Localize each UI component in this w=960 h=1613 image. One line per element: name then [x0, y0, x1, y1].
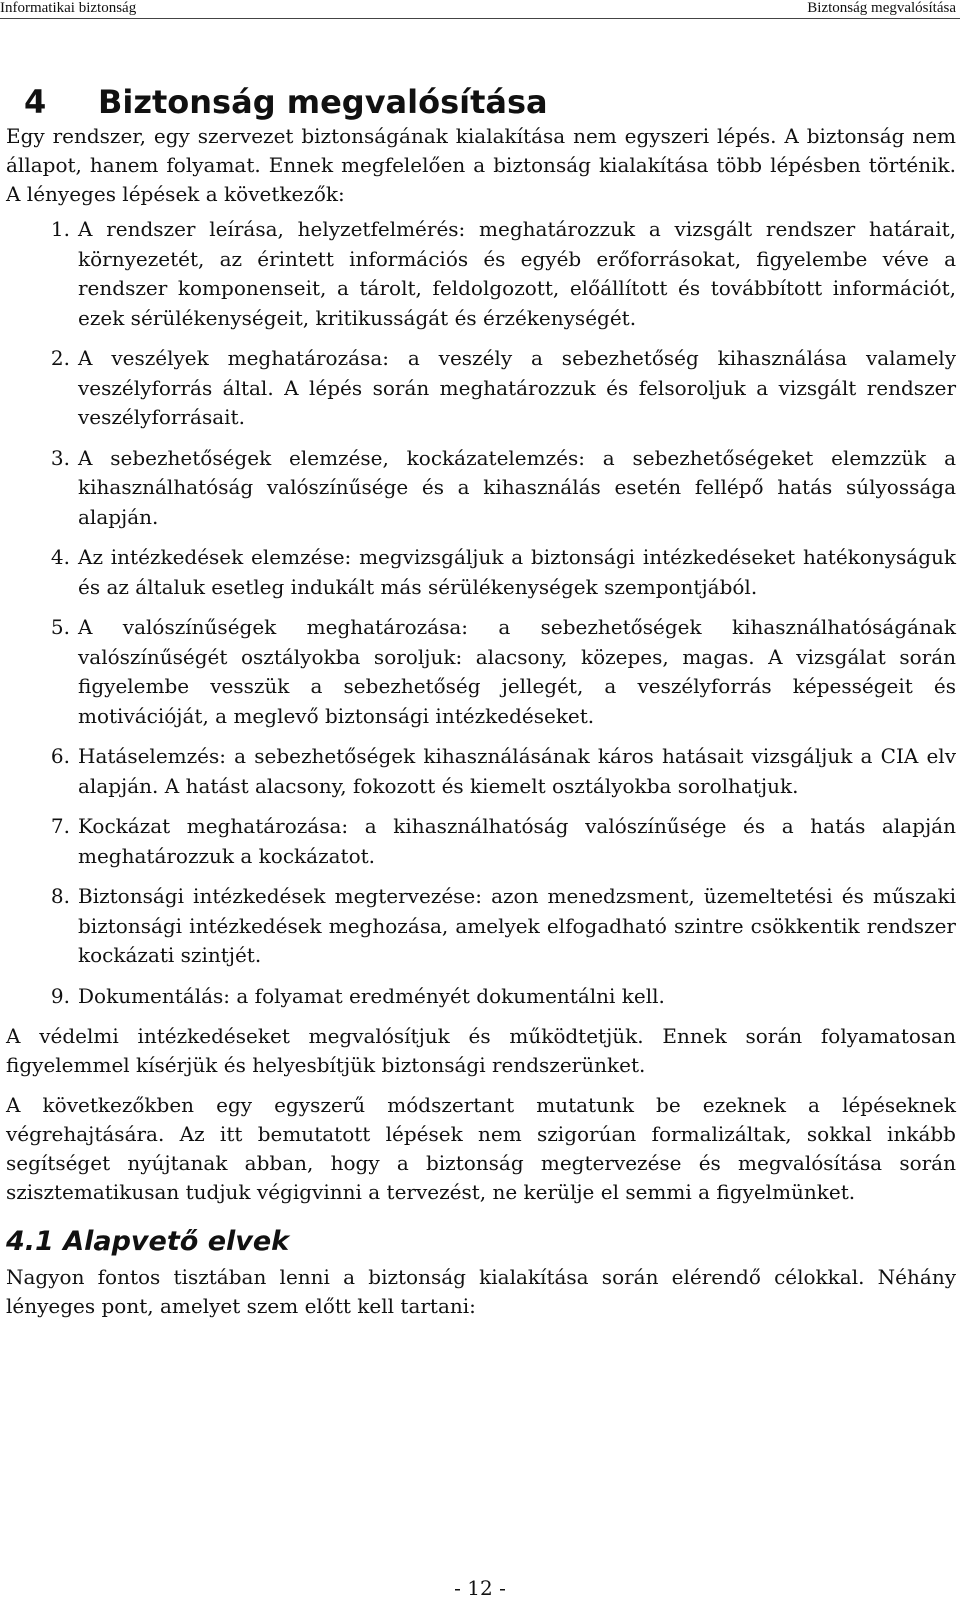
paragraph-protective-measures: A védelmi intézkedéseket megvalósítjuk és működtetjük. Ennek során folyamatosan figyelemmel kísérjük és helyesbítjük biztonsági rendszerünket.: [6, 1024, 956, 1077]
subsection-heading: 4.1 Alapvető elvek: [6, 1226, 290, 1257]
list-item-number: 4.: [50, 545, 70, 569]
subsection-paragraph: Nagyon fontos tisztában lenni a biztonság kialakítása során elérendő célokkal. Néhány lényeges pont, amelyet szem előtt kell tartani:: [6, 1265, 956, 1318]
list-item: [6, 812, 956, 871]
list-item: [6, 215, 956, 333]
page-content: [6, 82, 956, 1321]
section-heading: [6, 82, 956, 122]
list-item: [6, 613, 956, 731]
list-item-number: 8.: [50, 884, 70, 908]
intro-paragraph: Egy rendszer, egy szervezet biztonságának kialakítása nem egyszeri lépés. A biztonság nem állapot, hanem folyamat. Ennek megfelelően a biztonság kialakítása több lépésben történik. A lényeges lépések a következők:: [6, 124, 956, 206]
list-item-text: Dokumentálás: a folyamat eredményét dokumentálni kell.: [78, 983, 665, 1008]
list-item: [6, 344, 956, 433]
list-item-number: 5.: [50, 615, 70, 639]
list-item: [6, 742, 956, 801]
list-item-text: Hatáselemzés: a sebezhetőségek kihasználásának káros hatásait vizsgáljuk a CIA elv alapján. A hatást alacsony, fokozott és kiemelt osztályokba sorolhatjuk.: [78, 744, 956, 798]
list-item-number: 2.: [50, 346, 70, 370]
list-item-text: Kockázat meghatározása: a kihasználhatóság valószínűsége és a hatás alapján meghatározzuk a kockázatot.: [78, 814, 956, 868]
list-item: [6, 882, 956, 971]
list-item-number: 6.: [50, 744, 70, 768]
list-item-number: 7.: [50, 814, 70, 838]
list-item: [6, 982, 956, 1012]
header-document-title: Informatikai biztonság: [0, 0, 137, 16]
paragraph-methodology: A következőkben egy egyszerű módszertant mutatunk be ezeknek a lépéseknek végrehajtására. Az itt bemutatott lépések nem szigorúan formalizáltak, sokkal inkább segítséget nyújtanak abban, hogy a biztonság megtervezése és megvalósítása során szisztematikusan tudjuk végigvinni a tervezést, ne kerülje el semmi a figyelmünket.: [6, 1093, 956, 1204]
section-title: Biztonság megvalósítása: [98, 83, 548, 121]
list-item: [6, 543, 956, 602]
header-chapter-title: Biztonság megvalósítása: [807, 0, 956, 16]
list-item-text: A veszélyek meghatározása: a veszély a sebezhetőség kihasználása valamely veszélyforrás által. A lépés során meghatározzuk és felsoroljuk a vizsgált rendszer veszélyforrásait.: [78, 346, 956, 429]
list-item-text: A rendszer leírása, helyzetfelmérés: meghatározzuk a vizsgált rendszer határait, környezetét, az érintett információs és egyéb erőforrásokat, figyelembe véve a rendszer komponenseit, a tárolt, feldolgozott, előállított és továbbított információt, ezek sérülékenységeit, kritikusságát és érzékenységét.: [78, 217, 956, 330]
list-item-text: A sebezhetőségek elemzése, kockázatelemzés: a sebezhetőségeket elemzzük a kihasználhatóság valószínűsége és a kihasználás esetén fellépő hatás súlyossága alapján.: [78, 445, 956, 529]
page-header: [0, 0, 960, 19]
closing-paragraphs: [6, 1022, 956, 1207]
list-item: [6, 444, 956, 533]
steps-list: [6, 215, 956, 1011]
list-item-text: A valószínűségek meghatározása: a sebezhetőségek kihasználhatóságának valószínűségét osztályokba soroljuk: alacsony, közepes, magas. A vizsgálat során figyelembe vesszük a sebezhetőség jellegét, a veszélyforrás képességeit és motivációját, a meglevő biztonsági intézkedéseket.: [78, 615, 956, 728]
list-item-text: Biztonsági intézkedések megtervezése: azon menedzsment, üzemeltetési és műszaki biztonsági intézkedések meghozása, amelyek elfogadható szintre csökkentik rendszer kockázati szintjét.: [78, 884, 956, 967]
page-number: - 12 -: [454, 1576, 506, 1600]
list-item-number: 9.: [50, 983, 70, 1008]
list-item-text: Az intézkedések elemzése: megvizsgáljuk a biztonsági intézkedéseket hatékonyságuk és az általuk esetleg indukált más sérülékenységek szempontjából.: [78, 545, 956, 599]
list-item-number: 3.: [50, 445, 70, 470]
section-number: 4: [24, 83, 47, 121]
list-item-number: 1.: [50, 217, 70, 241]
